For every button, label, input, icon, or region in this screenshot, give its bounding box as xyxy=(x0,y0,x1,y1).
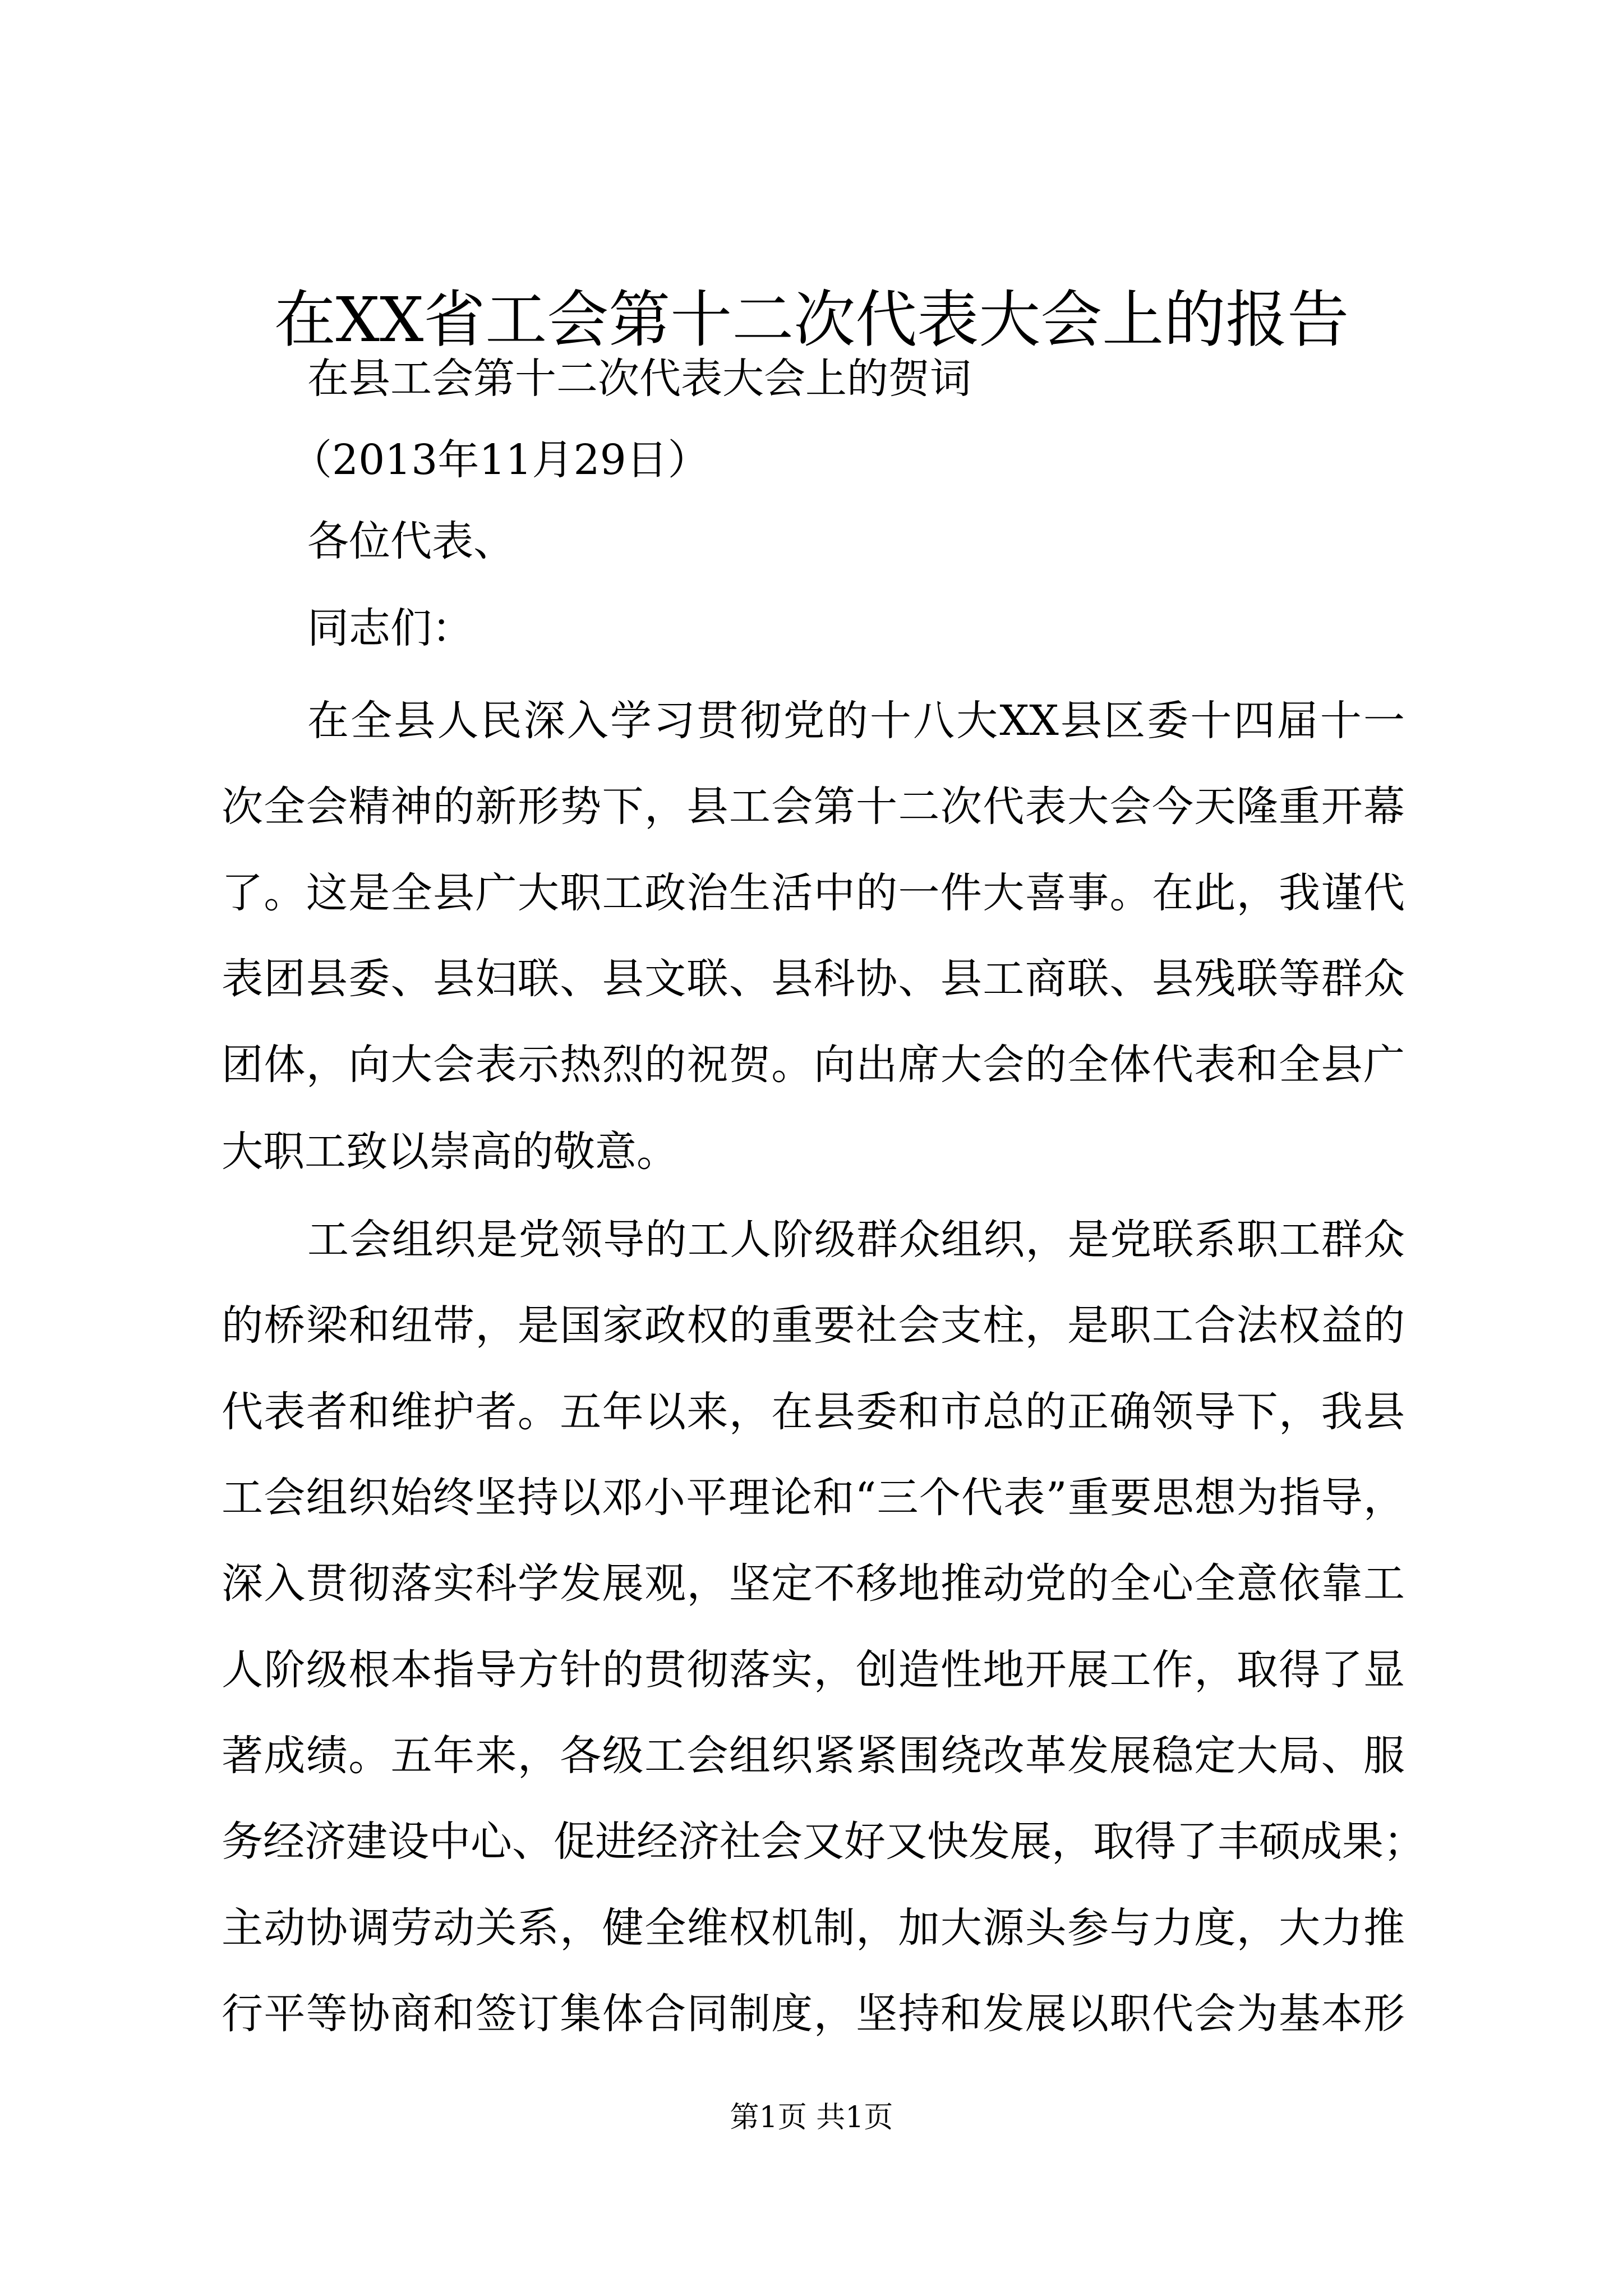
salutation-line-1: 各位代表、 xyxy=(307,517,515,565)
document-title: 在XX省工会第十二次代表大会上的报告 xyxy=(274,284,1349,356)
paragraph-1-line: 在全县人民深入学习贯彻党的十八大XX县区委十四届十一 xyxy=(307,697,1405,745)
salutation-line-2: 同志们： xyxy=(307,604,473,652)
document-subtitle: 在县工会第十二次代表大会上的贺词 xyxy=(307,355,971,403)
paragraph-1-line: 大职工致以崇高的敬意。 xyxy=(222,1128,678,1176)
paragraph-2-line: 务经济建设中心、促进经济社会又好又快发展，取得了丰硕成果； xyxy=(222,1818,1425,1866)
paragraph-1-line: 了。这是全县广大职工政治生活中的一件大喜事。在此，我谨代 xyxy=(222,869,1405,917)
paragraph-2-line: 主动协调劳动关系，健全维权机制，加大源头参与力度，大力推 xyxy=(222,1904,1405,1952)
paragraph-2-line: 工会组织始终坚持以邓小平理论和“三个代表”重要思想为指导， xyxy=(222,1474,1405,1522)
document-date: （2013年11月29日） xyxy=(291,436,709,484)
paragraph-1-line: 团体，向大会表示热烈的祝贺。向出席大会的全体代表和全县广 xyxy=(222,1041,1405,1089)
paragraph-2-line: 深入贯彻落实科学发展观，坚定不移地推动党的全心全意依靠工 xyxy=(222,1559,1405,1608)
paragraph-2-line: 工会组织是党领导的工人阶级群众组织，是党联系职工群众 xyxy=(307,1216,1405,1264)
paragraph-2-line: 人阶级根本指导方针的贯彻落实，创造性地开展工作，取得了显 xyxy=(222,1646,1405,1694)
page-footer: 第1页 共1页 xyxy=(730,2101,893,2134)
paragraph-1-line: 表团县委、县妇联、县文联、县科协、县工商联、县残联等群众 xyxy=(222,955,1405,1003)
paragraph-2-line: 著成绩。五年来，各级工会组织紧紧围绕改革发展稳定大局、服 xyxy=(222,1732,1405,1780)
paragraph-2-line: 的桥梁和纽带，是国家政权的重要社会支柱，是职工合法权益的 xyxy=(222,1301,1405,1350)
paragraph-1-line: 次全会精神的新形势下，县工会第十二次代表大会今天隆重开幕 xyxy=(222,783,1405,831)
paragraph-2-line: 代表者和维护者。五年以来，在县委和市总的正确领导下，我县 xyxy=(222,1388,1405,1436)
paragraph-2-line: 行平等协商和签订集体合同制度，坚持和发展以职代会为基本形 xyxy=(222,1990,1405,2038)
